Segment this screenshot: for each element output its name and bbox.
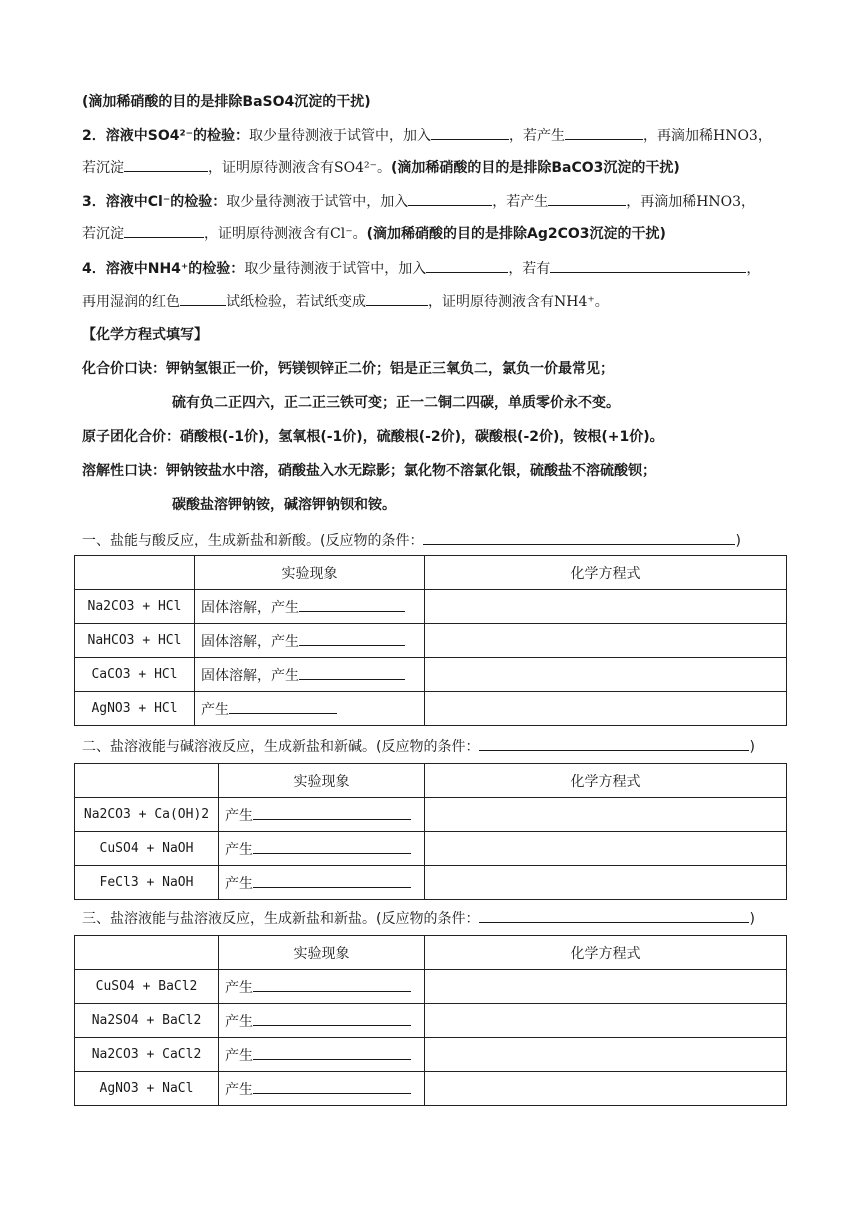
table-header-row — [75, 936, 787, 970]
item4-text4: 再用湿润的红色 — [82, 294, 180, 310]
valence-text-1: 钾钠氢银正一价，钙镁钡锌正二价；铝是正三氧负二，氯负一价最常见； — [166, 361, 614, 377]
table-header-row — [75, 556, 787, 590]
item2-blank-add[interactable] — [431, 124, 509, 140]
part3-title: 三、盐溶液能与盐溶液反应，生成新盐和新盐。(反应物的条件： — [82, 911, 480, 927]
table-row — [75, 1072, 787, 1106]
table-row — [75, 866, 787, 900]
equation-cell[interactable] — [425, 692, 787, 726]
part2-condition-blank[interactable] — [479, 735, 749, 751]
reactants-cell: CaCO3 + HCl — [75, 658, 195, 692]
item4-text1: 取少量待测液于试管中，加入 — [244, 261, 427, 277]
phenomenon-cell — [219, 832, 425, 866]
valence-rhyme-2: 硫有负二正四六，正二正三铁可变；正一二铜二四碳，单质零价永不变。 — [172, 395, 620, 411]
phenomenon-cell — [219, 798, 425, 832]
phenomenon-text: 产生 — [225, 842, 253, 858]
header-equation: 化学方程式 — [425, 556, 787, 590]
header-phenomenon: 实验现象 — [219, 936, 425, 970]
item2-lead: 2．溶液中SO4²⁻的检验： — [82, 128, 249, 144]
phenomenon-blank[interactable] — [299, 596, 405, 612]
item4-line1 — [82, 257, 760, 279]
reactants-cell: AgNO3 + NaCl — [75, 1072, 219, 1106]
section-title: 【化学方程式填写】 — [82, 327, 208, 343]
item4-text5: 试纸检验，若试纸变成 — [226, 294, 366, 310]
item3-text1: 取少量待测液于试管中，加入 — [226, 194, 409, 210]
reactants-cell: Na2CO3 + HCl — [75, 590, 195, 624]
equation-cell[interactable] — [425, 1072, 787, 1106]
item2-text2: ，若产生 — [509, 128, 565, 144]
item3-text2: ，若产生 — [492, 194, 549, 210]
header-reactants — [75, 556, 195, 590]
reactants-cell: Na2CO3 + Ca(OH)2 — [75, 798, 219, 832]
phenomenon-cell — [195, 658, 425, 692]
reactants-cell: AgNO3 + HCl — [75, 692, 195, 726]
item4-lead: 4．溶液中NH4⁺的检验： — [82, 261, 245, 277]
item2-blank-precip[interactable] — [124, 156, 208, 172]
equation-cell[interactable] — [425, 1038, 787, 1072]
item2-text4: 若沉淀 — [82, 160, 124, 176]
phenomenon-text: 产生 — [225, 876, 253, 892]
phenomenon-text: 固体溶解，产生 — [201, 634, 299, 650]
part1-title-line — [82, 529, 741, 551]
table-row — [75, 1004, 787, 1038]
phenomenon-cell — [219, 1038, 425, 1072]
phenomenon-text: 产生 — [225, 980, 253, 996]
phenomenon-text: 产生 — [225, 1082, 253, 1098]
equation-cell[interactable] — [425, 624, 787, 658]
item3-text4: 若沉淀 — [82, 226, 124, 242]
item2-line1 — [82, 124, 772, 146]
reactants-cell: NaHCO3 + HCl — [75, 624, 195, 658]
item2-blank-produce[interactable] — [565, 124, 643, 140]
table-row — [75, 590, 787, 624]
part1-table — [74, 555, 787, 726]
item4-line2 — [82, 290, 609, 312]
phenomenon-cell — [195, 692, 425, 726]
phenomenon-text: 固体溶解，产生 — [201, 668, 299, 684]
phenomenon-blank[interactable] — [299, 630, 405, 646]
phenomenon-text: 产生 — [225, 1014, 253, 1030]
equation-cell[interactable] — [425, 866, 787, 900]
part1-title: 一、盐能与酸反应，生成新盐和新酸。(反应物的条件： — [82, 533, 424, 549]
part3-condition-blank[interactable] — [479, 907, 749, 923]
phenomenon-blank[interactable] — [253, 1078, 411, 1094]
table-row — [75, 692, 787, 726]
item2-note: (滴加稀硝酸的目的是排除BaCO3沉淀的干扰) — [390, 160, 680, 176]
phenomenon-blank[interactable] — [253, 1044, 411, 1060]
header-equation: 化学方程式 — [425, 764, 787, 798]
item2-text5: ，证明原待测液含有SO4²⁻。 — [208, 160, 391, 176]
item4-text6: ，证明原待测液含有NH4⁺。 — [428, 294, 609, 310]
phenomenon-text: 产生 — [225, 808, 253, 824]
item4-blank-color[interactable] — [366, 290, 428, 306]
reactants-cell: Na2SO4 + BaCl2 — [75, 1004, 219, 1038]
table-row — [75, 970, 787, 1004]
group-valence — [82, 427, 664, 447]
item2-text3: ，再滴加稀HNO3， — [643, 128, 772, 144]
part2-title: 二、盐溶液能与碱溶液反应，生成新盐和新碱。(反应物的条件： — [82, 739, 480, 755]
header-reactants — [75, 936, 219, 970]
phenomenon-cell — [195, 590, 425, 624]
table-row — [75, 832, 787, 866]
item4-blank-paper[interactable] — [180, 290, 226, 306]
solubility-label: 溶解性口诀： — [82, 463, 166, 479]
phenomenon-cell — [219, 970, 425, 1004]
part1-condition-blank[interactable] — [423, 529, 735, 545]
item3-blank-produce[interactable] — [548, 190, 626, 206]
part3-table — [74, 935, 787, 1106]
header-equation: 化学方程式 — [425, 936, 787, 970]
phenomenon-cell — [219, 1004, 425, 1038]
table-row — [75, 798, 787, 832]
equation-cell[interactable] — [425, 1004, 787, 1038]
item2-line2 — [82, 156, 680, 178]
phenomenon-blank[interactable] — [229, 698, 337, 714]
table-header-row — [75, 764, 787, 798]
equation-cell[interactable] — [425, 590, 787, 624]
phenomenon-blank[interactable] — [253, 804, 411, 820]
valence-label: 化合价口诀： — [82, 361, 166, 377]
phenomenon-cell — [219, 1072, 425, 1106]
part2-title-line — [82, 735, 755, 757]
item3-text3: ，再滴加稀HNO3， — [626, 194, 756, 210]
item2-text1: 取少量待测液于试管中，加入 — [249, 128, 431, 144]
part2-close: ) — [749, 739, 755, 755]
item3-blank-add[interactable] — [408, 190, 492, 206]
phenomenon-text: 固体溶解，产生 — [201, 600, 299, 616]
item4-text3: ， — [746, 261, 761, 277]
valence-rhyme-1 — [82, 359, 614, 379]
header-reactants — [75, 764, 219, 798]
part2-table — [74, 763, 787, 900]
item4-blank-observe[interactable] — [550, 257, 746, 273]
phenomenon-blank[interactable] — [253, 838, 411, 854]
header-phenomenon: 实验现象 — [219, 764, 425, 798]
item3-lead: 3．溶液中Cl⁻的检验： — [82, 194, 227, 210]
reactants-cell: FeCl3 + NaOH — [75, 866, 219, 900]
phenomenon-text: 产生 — [225, 1048, 253, 1064]
item4-text2: ，若有 — [508, 261, 551, 277]
table-row — [75, 624, 787, 658]
phenomenon-blank[interactable] — [253, 976, 411, 992]
part1-close: ) — [735, 533, 741, 549]
item3-line2 — [82, 222, 666, 244]
equation-cell[interactable] — [425, 970, 787, 1004]
phenomenon-text: 产生 — [201, 702, 229, 718]
part3-title-line — [82, 907, 755, 929]
reactants-cell: CuSO4 + BaCl2 — [75, 970, 219, 1004]
group-text: 硝酸根(-1价)，氢氧根(-1价)，硫酸根(-2价)，碳酸根(-2价)，铵根(+1价)。 — [180, 429, 664, 445]
item3-line1 — [82, 190, 755, 212]
phenomenon-blank[interactable] — [253, 1010, 411, 1026]
header-phenomenon: 实验现象 — [195, 556, 425, 590]
group-label: 原子团化合价： — [82, 429, 180, 445]
reactants-cell: CuSO4 + NaOH — [75, 832, 219, 866]
table-row — [75, 1038, 787, 1072]
part3-close: ) — [749, 911, 755, 927]
phenomenon-cell — [195, 624, 425, 658]
reactants-cell: Na2CO3 + CaCl2 — [75, 1038, 219, 1072]
phenomenon-blank[interactable] — [253, 872, 411, 888]
item4-blank-add[interactable] — [426, 257, 508, 273]
equation-cell[interactable] — [425, 832, 787, 866]
phenomenon-cell — [219, 866, 425, 900]
solubility-rhyme-1 — [82, 461, 656, 481]
table-row — [75, 658, 787, 692]
phenomenon-blank[interactable] — [299, 664, 405, 680]
equation-cell[interactable] — [425, 798, 787, 832]
item3-note: (滴加稀硝酸的目的是排除Ag2CO3沉淀的干扰) — [366, 226, 666, 242]
item3-blank-precip[interactable] — [124, 222, 204, 238]
equation-cell[interactable] — [425, 658, 787, 692]
solubility-rhyme-2: 碳酸盐溶钾钠铵，碱溶钾钠钡和铵。 — [172, 497, 396, 513]
solubility-text-1: 钾钠铵盐水中溶，硝酸盐入水无踪影；氯化物不溶氯化银，硫酸盐不溶硫酸钡； — [166, 463, 656, 479]
item3-text5: ，证明原待测液含有Cl⁻。 — [204, 226, 367, 242]
note-baso4: (滴加稀硝酸的目的是排除BaSO4沉淀的干扰) — [82, 94, 371, 110]
